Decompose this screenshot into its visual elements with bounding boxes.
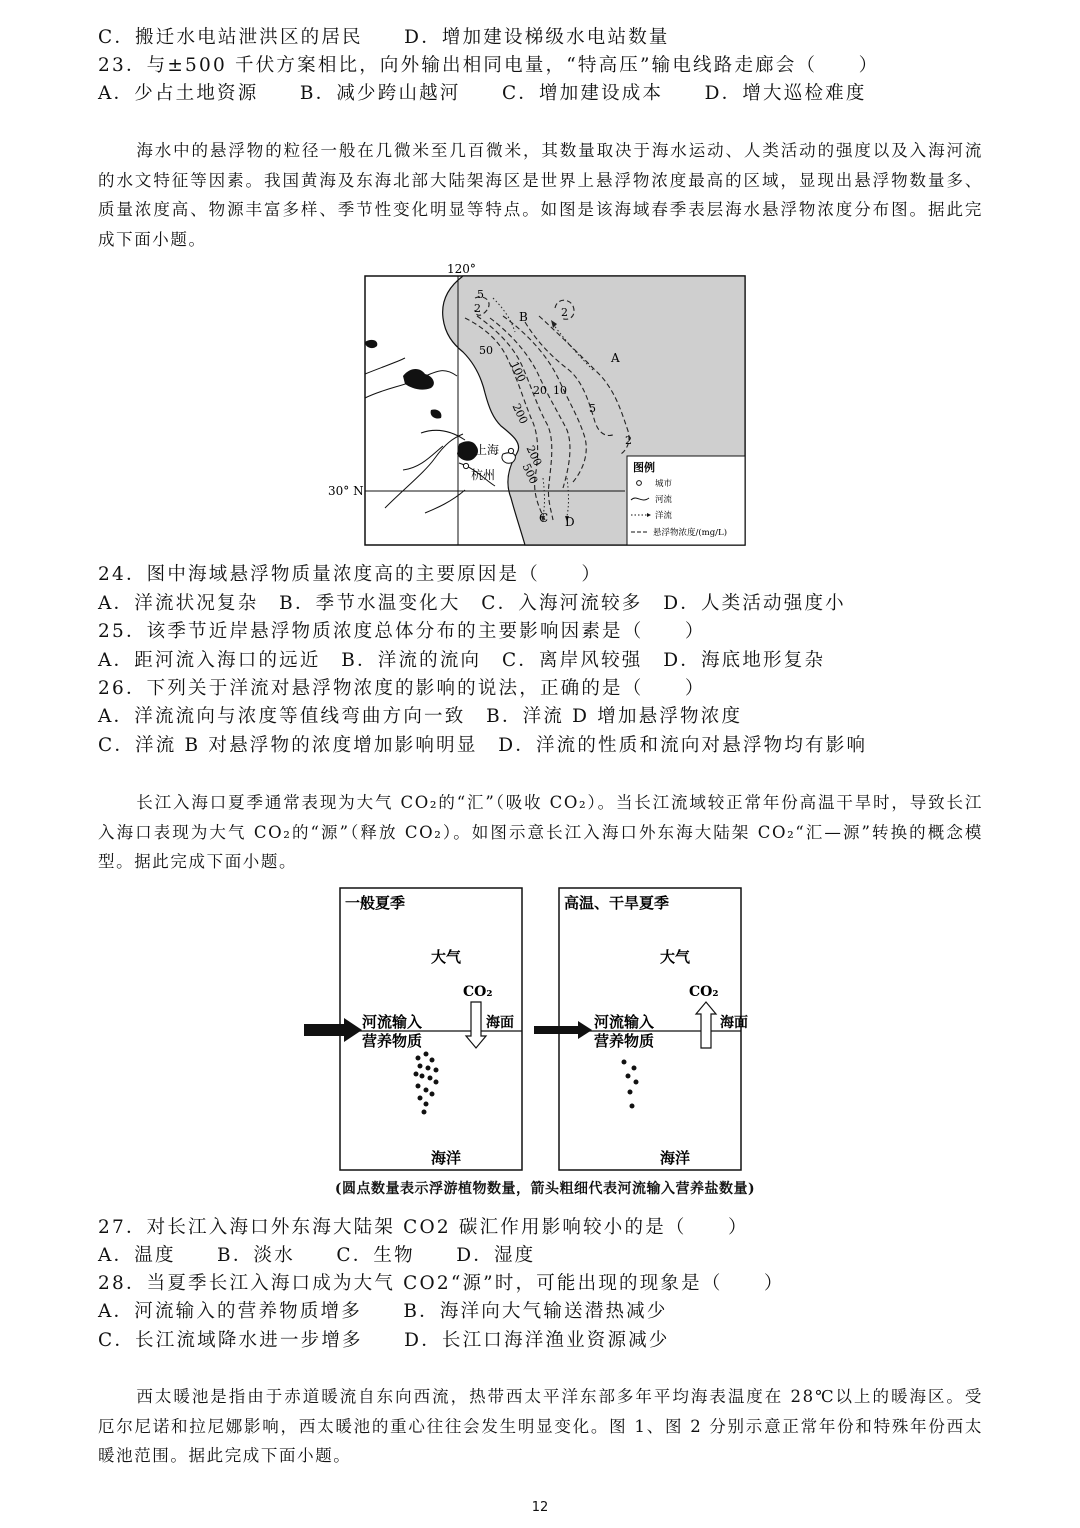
current-label-d: D (565, 515, 575, 529)
co2-sink-source-model (300, 884, 770, 1176)
contour-label: 2 (474, 302, 481, 315)
co2-label: CO₂ (463, 984, 493, 1000)
current-label-b: B (519, 310, 528, 324)
q27-stem: 27．对长江入海口外东海大陆架 CO2 碳汇作用影响较小的是（ ） (98, 1217, 749, 1238)
contour-label: 2 (561, 306, 568, 319)
passage-co2-text: 长江入海口夏季通常表现为大气 CO₂的“汇”（吸收 CO₂）。当长江流域较正常年份高温干旱时，导致长江入海口表现为大气 CO₂的“源”（释放 CO₂）。如图示意长江入海口外东海大陆架 CO₂“汇—源”转换的概念模型。据此完成下面小题。 (98, 793, 983, 871)
legend-title: 图例 (633, 461, 655, 474)
page-number: 12 (531, 1500, 549, 1515)
q28-stem: 28．当夏季长江入海口成为大气 CO2“源”时，可能出现的现象是（ ） (98, 1273, 785, 1294)
passage-warm-pool-text: 西太暖池是指由于赤道暖流自东向西流，热带西太平洋东部多年平均海表温度在 28℃以上的暖海区。受厄尔尼诺和拉尼娜影响，西太暖池的重心往往会发生明显变化。图 1、图 2 分别示意正常年份和特殊年份西太暖池范围。据此完成下面小题。 (98, 1387, 983, 1465)
river-input-label: 河流输入 (594, 1013, 655, 1031)
ocean-label: 海洋 (660, 1149, 691, 1167)
passage-suspended-matter (98, 136, 983, 254)
q26-stem: 26．下列关于洋流对悬浮物浓度的影响的说法，正确的是（ ） (98, 678, 706, 699)
city-hangzhou: 杭州 (471, 468, 496, 482)
city-shanghai: 上海 (475, 443, 500, 457)
q26-options-ab: A．洋流流向与浓度等值线弯曲方向一致 B．洋流 D 增加悬浮物浓度 (98, 706, 743, 727)
legend-item-city: 城市 (655, 479, 673, 489)
sea-surface-label: 海面 (486, 1015, 514, 1031)
sea-surface-label: 海面 (720, 1015, 748, 1031)
contour-label: 5 (589, 402, 596, 415)
atmosphere-label: 大气 (660, 948, 691, 966)
nutrients-label: 营养物质 (362, 1032, 423, 1050)
current-label-a: A (611, 351, 620, 365)
co2-label: CO₂ (689, 984, 719, 1000)
contour-label: 2 (625, 434, 632, 447)
contour-label: 200 (523, 443, 545, 469)
suspended-matter-map (325, 258, 765, 550)
q25-options: A．距河流入海口的远近 B．洋流的流向 C．离岸风较强 D．海底地形复杂 (98, 650, 826, 671)
contour-label: 100 (507, 359, 529, 385)
q26-options-cd: C．洋流 B 对悬浮物的浓度增加影响明显 D．洋流的性质和流向对悬浮物均有影响 (98, 735, 868, 756)
lat-label: 30° N (328, 484, 364, 498)
nutrients-label: 营养物质 (594, 1032, 655, 1050)
lon-label: 120° (447, 262, 476, 276)
passage-suspended-matter-text: 海水中的悬浮物的粒径一般在几微米至几百微米，其数量取决于海水运动、人类活动的强度以及入海河流的水文特征等因素。我国黄海及东海北部大陆架海区是世界上悬浮物浓度最高的区域，显现出悬浮物数量多、质量浓度高、物源丰富多样、季节性变化明显等特点。如图是该海域春季表层海水悬浮物浓度分布图。据此完成下面小题。 (98, 141, 983, 249)
contour-label: 10 (553, 384, 567, 397)
panel-hot-dry-title: 高温、干旱夏季 (564, 894, 670, 912)
contour-label: 20 (533, 384, 547, 397)
map-legend (627, 456, 745, 545)
q24-stem: 24．图中海域悬浮物质量浓度高的主要原因是（ ） (98, 564, 603, 585)
q28-options-cd: C．长江流域降水进一步增多 D．长江口海洋渔业资源减少 (98, 1330, 670, 1351)
panel-normal-title: 一般夏季 (345, 894, 406, 912)
q25-stem: 25．该季节近岸悬浮物质浓度总体分布的主要影响因素是（ ） (98, 621, 706, 642)
legend-item-river: 河流 (655, 495, 673, 505)
passage-co2 (98, 788, 983, 877)
atmosphere-label: 大气 (431, 948, 462, 966)
contour-label: 50 (479, 344, 493, 357)
ocean-label: 海洋 (431, 1149, 462, 1167)
q28-options-ab: A．河流输入的营养物质增多 B．海洋向大气输送潜热减少 (98, 1301, 668, 1322)
q24-options: A．洋流状况复杂 B．季节水温变化大 C．入海河流较多 D．人类活动强度小 (98, 593, 846, 614)
legend-item-current: 洋流 (655, 511, 673, 521)
current-label-c: C (539, 511, 549, 525)
model-caption: (圆点数量表示浮游植物数量，箭头粗细代表河流输入营养盐数量) (334, 1181, 756, 1197)
passage-warm-pool (98, 1382, 983, 1471)
legend-item-concentration: 悬浮物浓度/(mg/L) (653, 528, 728, 538)
q22-options-cd: C．搬迁水电站泄洪区的居民 D．增加建设梯级水电站数量 (98, 27, 670, 48)
contour-label: 5 (477, 288, 484, 301)
river-input-label: 河流输入 (362, 1013, 423, 1031)
q23-options: A．少占土地资源 B．减少跨山越河 C．增加建设成本 D．增大巡检难度 (98, 83, 867, 104)
contour-label: 200 (509, 401, 531, 427)
q27-options: A．温度 B．淡水 C．生物 D．湿度 (98, 1245, 536, 1266)
q23-stem: 23．与±500 千伏方案相比，向外输出相同电量，“特高压”输电线路走廊会（ ） (98, 55, 880, 76)
contour-label: 500 (519, 461, 541, 487)
